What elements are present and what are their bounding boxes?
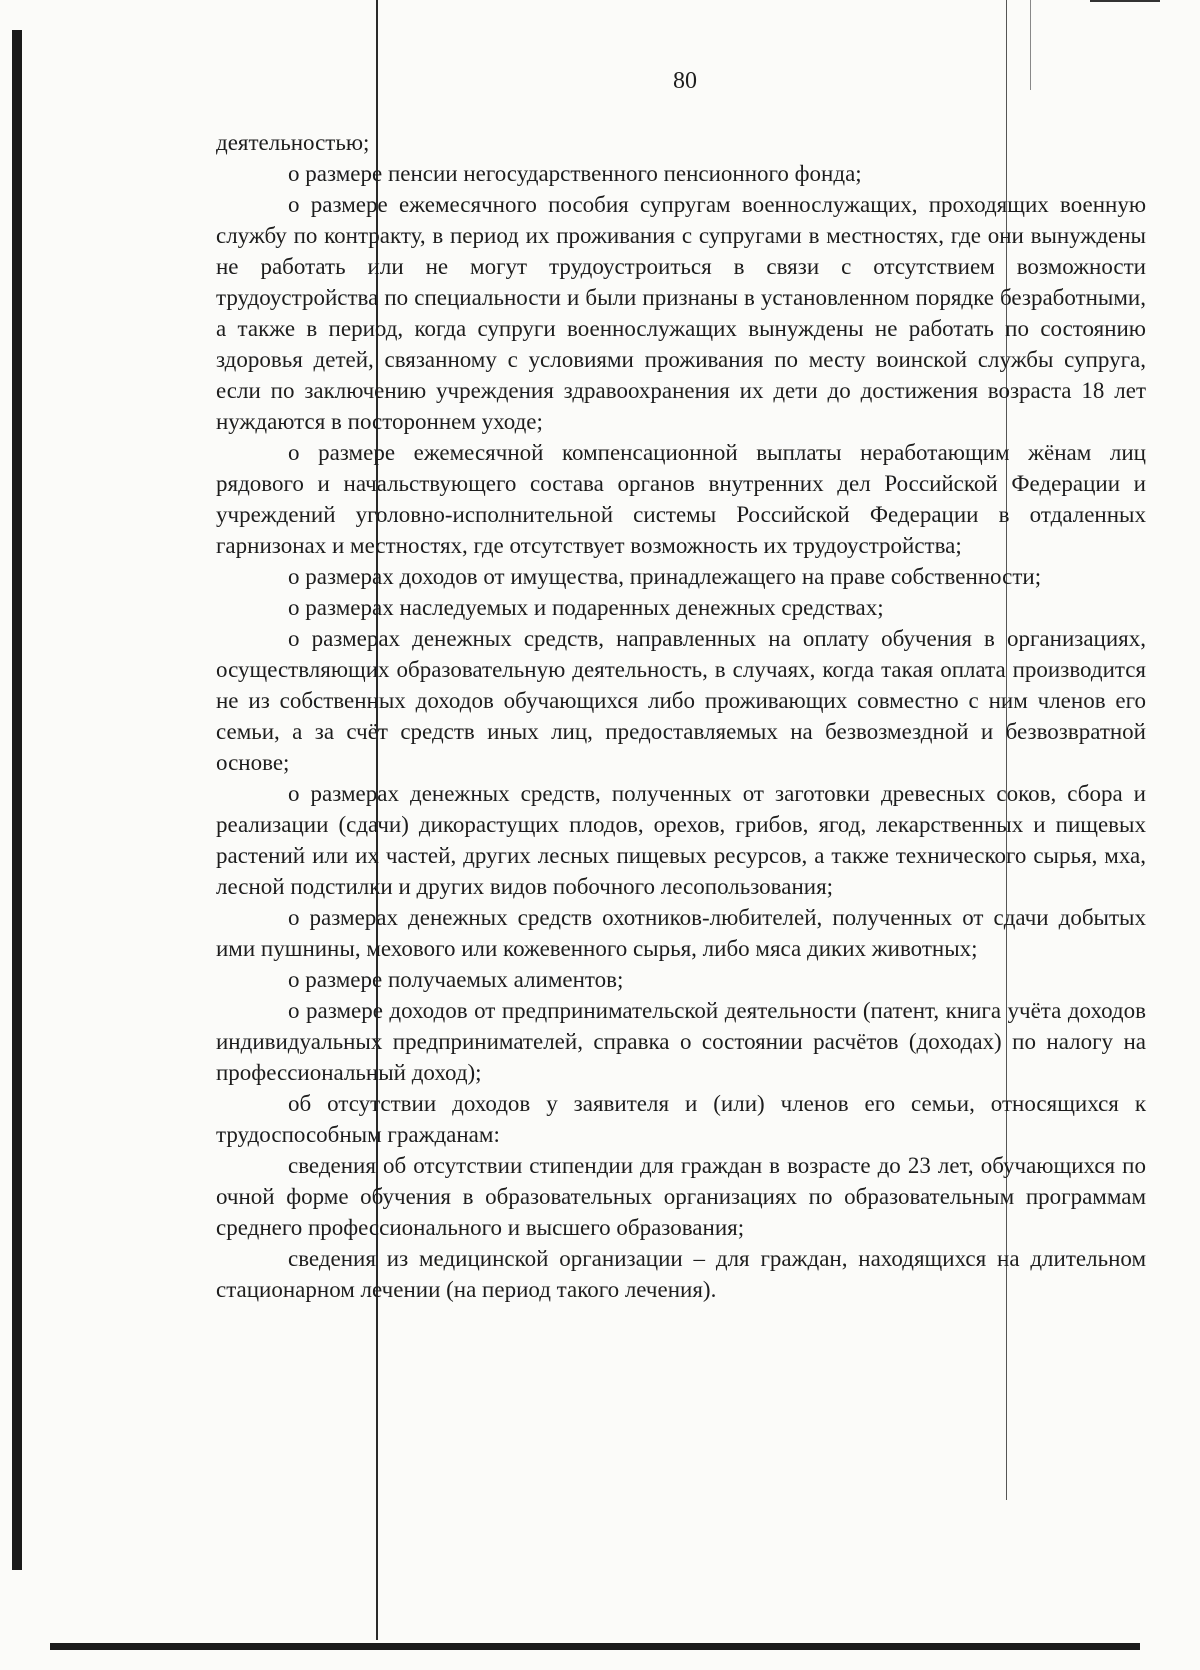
paragraph: о размере ежемесячной компенсационной выплаты неработающим жёнам лиц рядового и начальствующего состава органов внутренних дел Российской Федерации и учреждений уголовно-исполнительной системы Российской Федерации в отдаленных гарнизонах и местностях, где отсутствует возможность их трудоустройства; (216, 440, 1146, 558)
paragraph: о размерах денежных средств охотников-любителей, полученных от сдачи добытых ими пушнины, мехового или кожевенного сырья, либо мяса диких животных; (216, 905, 1146, 961)
paragraph: о размере пенсии негосударственного пенсионного фонда; (288, 161, 862, 186)
scan-edge-shadow (12, 30, 22, 1570)
paragraph: деятельностью; (216, 130, 370, 155)
paragraph: о размерах денежных средств, полученных от заготовки древесных соков, сбора и реализации (сдачи) дикорастущих плодов, орехов, грибов, ягод, лекарственных и пищевых растений или их частей, других лесных пищевых ресурсов, а также технического сырья, мха, лесной подстилки и других видов побочного лесопользования; (216, 781, 1146, 899)
page-number: 80 (673, 68, 697, 94)
document-body (216, 127, 1146, 1305)
paragraph: об отсутствии доходов у заявителя и (или) членов его семьи, относящихся к трудоспособным гражданам: (216, 1091, 1146, 1147)
paragraph: о размере доходов от предпринимательской деятельности (патент, книга учёта доходов индивидуальных предпринимателей, справка о состоянии расчётов (доходах) по налогу на профессиональный доход); (216, 998, 1146, 1085)
scan-bottom-edge (50, 1643, 1140, 1650)
paragraph: сведения об отсутствии стипендии для граждан в возрасте до 23 лет, обучающихся по очной форме обучения в образовательных организациях по образовательным программам среднего профессионального и высшего образования; (216, 1153, 1146, 1240)
paragraph: о размерах доходов от имущества, принадлежащего на праве собственности; (288, 564, 1042, 589)
paragraph: о размере получаемых алиментов; (288, 967, 624, 992)
paragraph: сведения из медицинской организации – для граждан, находящихся на длительном стационарном лечении (на период такого лечения). (216, 1246, 1146, 1302)
scan-mark (1090, 0, 1160, 2)
paragraph: о размерах денежных средств, направленных на оплату обучения в организациях, осуществляющих образовательную деятельность, в случаях, когда такая оплата производится не из собственных доходов обучающихся либо проживающих совместно с ним членов его семьи, а за счёт средств иных лиц, предоставляемых на безвозмездной и безвозвратной основе; (216, 626, 1146, 775)
paragraph: о размерах наследуемых и подаренных денежных средствах; (288, 595, 884, 620)
paragraph: о размере ежемесячного пособия супругам военнослужащих, проходящих военную службу по контракту, в период их проживания с супругами в местностях, где они вынуждены не работать или не могут трудоустроиться в связи с отсутствием возможности трудоустройства по специальности и были признаны в установленном порядке безработными, а также в период, когда супруги военнослужащих вынуждены не работать по состоянию здоровья детей, связанному с условиями проживания по месту воинской службы супруга, если по заключению учреждения здравоохранения их дети до достижения возраста 18 лет нуждаются в постороннем уходе; (216, 192, 1146, 434)
